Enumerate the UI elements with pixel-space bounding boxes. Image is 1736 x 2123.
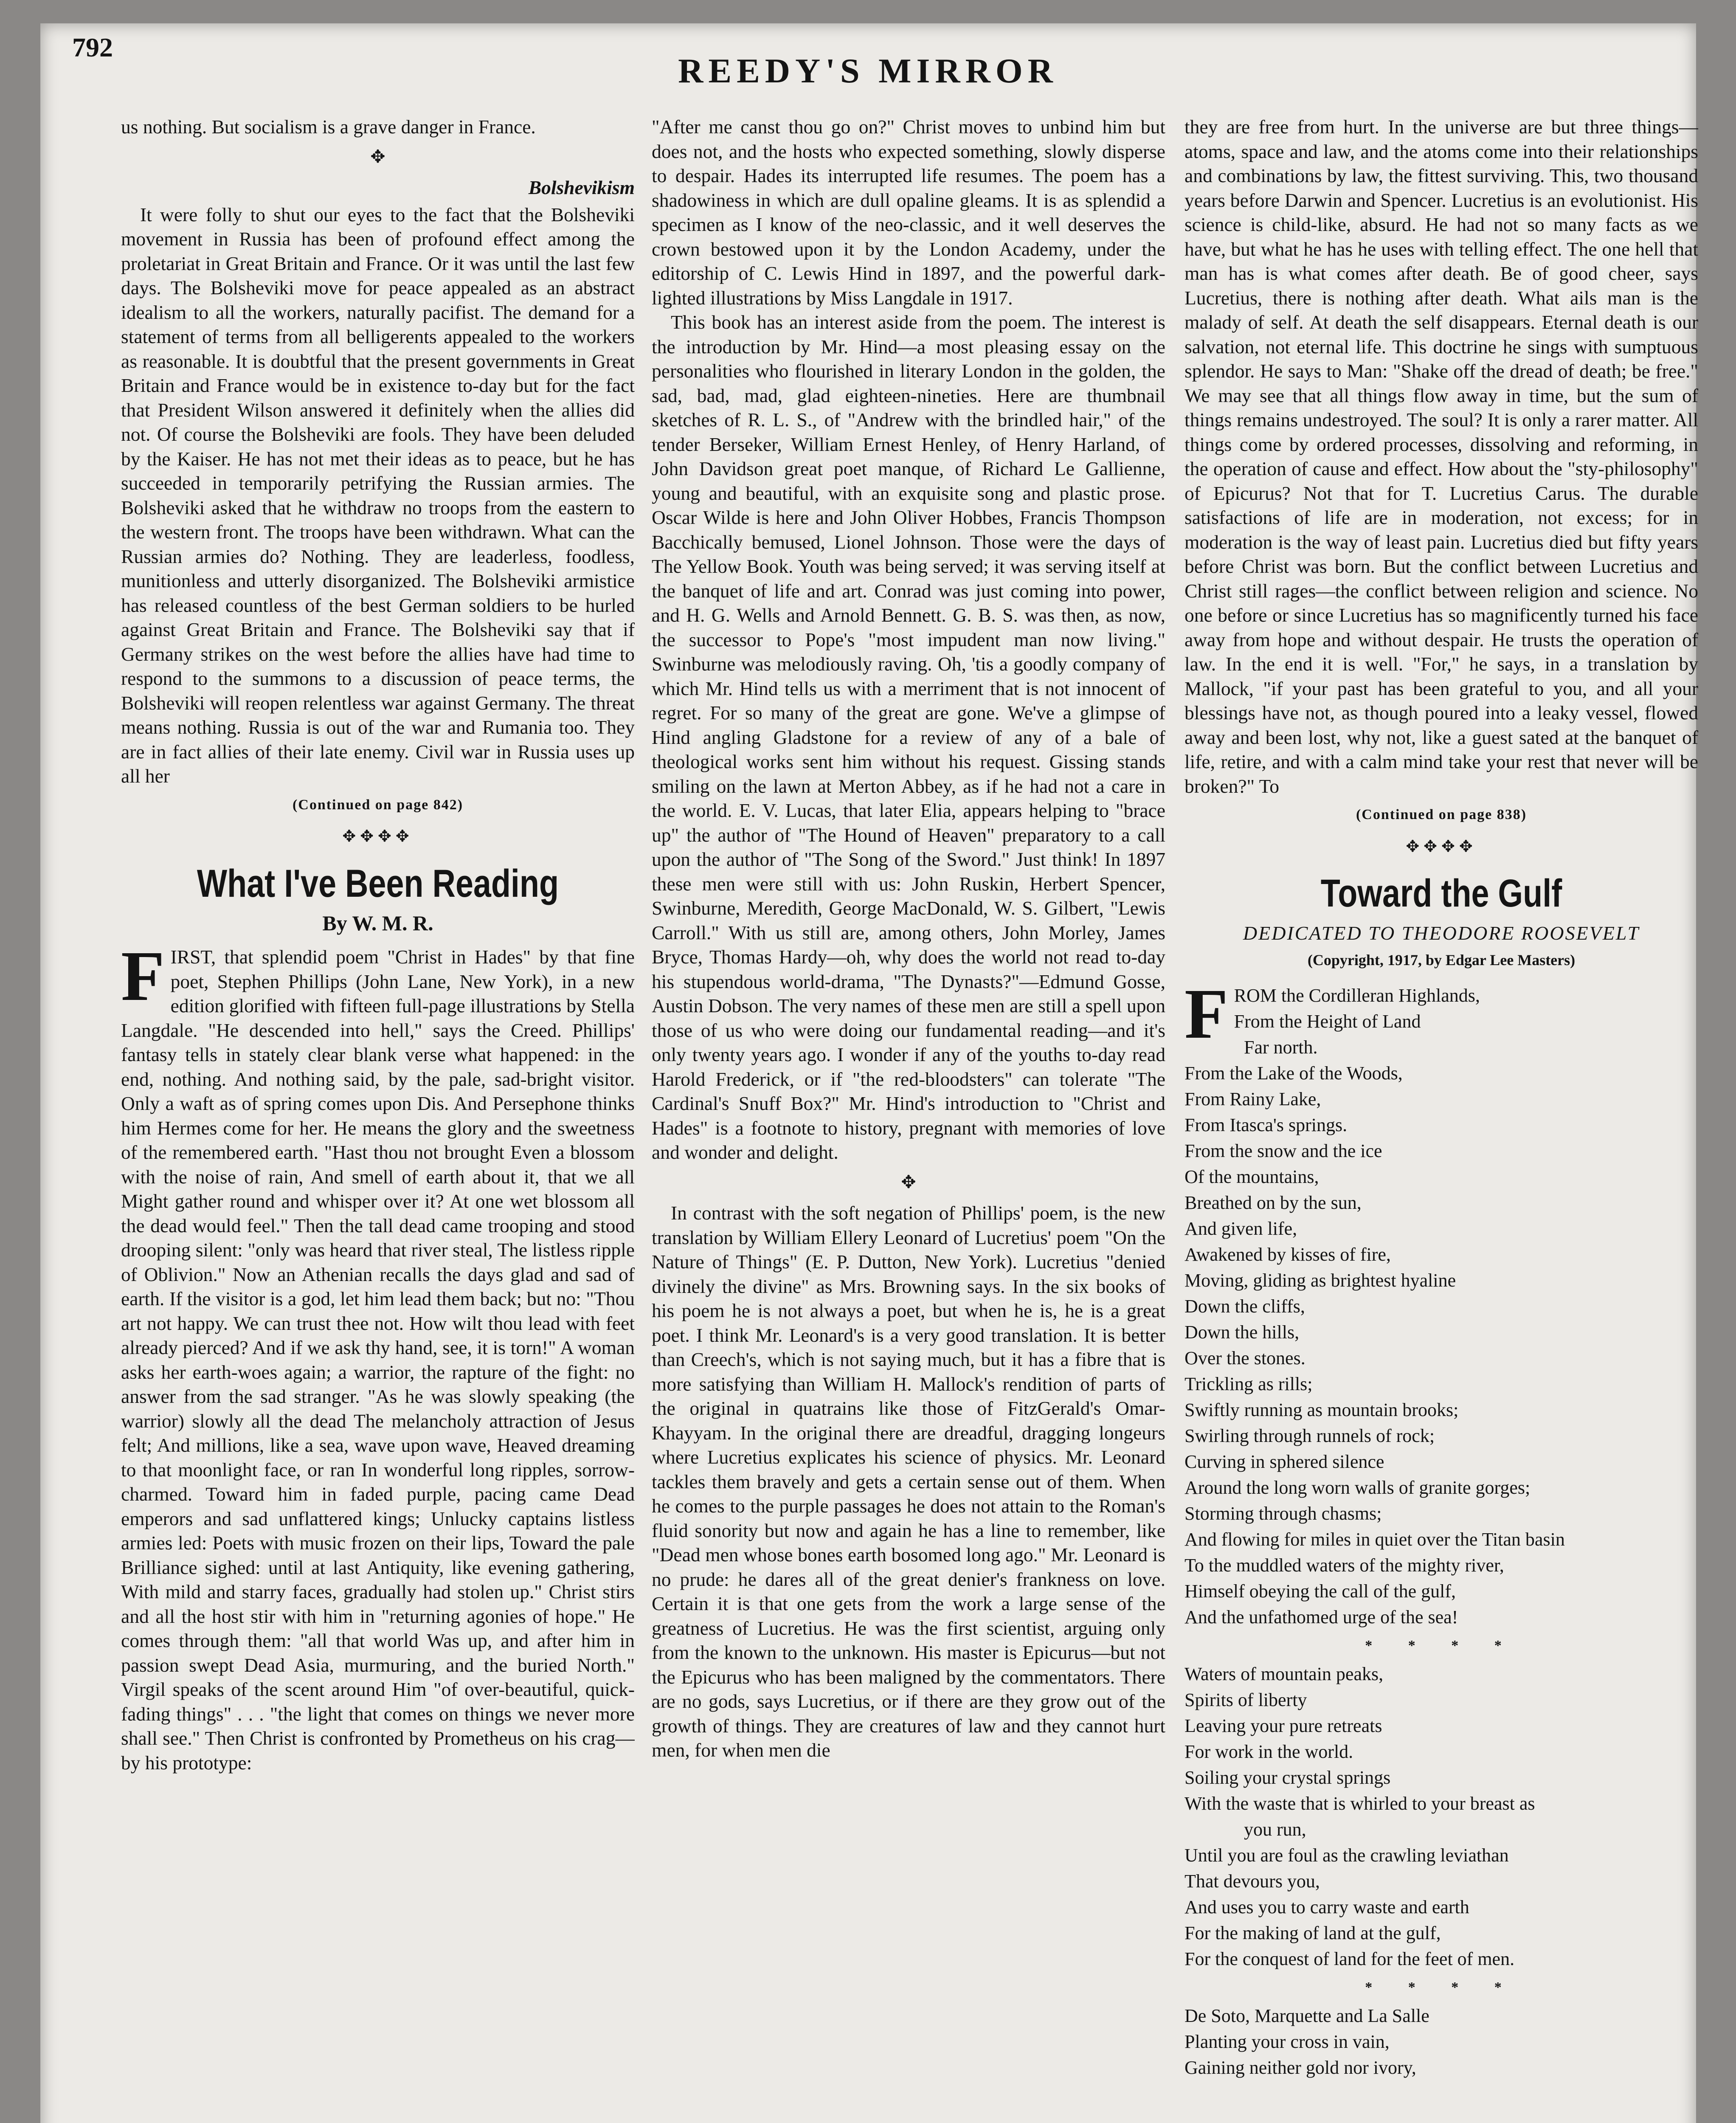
- page-number: 792: [72, 32, 113, 62]
- poem-body: [1185, 974, 1698, 2081]
- poem-line: Gaining neither gold nor ivory,: [1185, 2057, 1416, 2078]
- poem-line: Trickling as rills;: [1185, 1374, 1313, 1394]
- divider-ornament: ✥✥✥✥: [342, 828, 414, 845]
- poem-stanza-1: [1185, 974, 1698, 1630]
- poem-copyright: (Copyright, 1917, by Edgar Lee Masters): [1307, 951, 1576, 969]
- poem-line: For work in the world.: [1185, 1741, 1353, 1762]
- poem-line: From the snow and the ice: [1185, 1140, 1382, 1161]
- poem-line: Storming through chasms;: [1185, 1503, 1382, 1524]
- article-paragraph-4: they are free from hurt. In the universe are but three things—atoms, space and law, and the atoms come into their relationships and combinations by law, the fittest surviving. This, two thousand years before Darwin and Spencer. Lucretius is an evolutionist. His science is child-like, absurd. He had not so many facts as we have, but what he has he uses with telling effect. The one hell that man has is what comes after death. Be of good cheer, says Lucretius, there is nothing after death. What ails man is the malady of self. At death the self disappears. Eternal death is our salvation, not eternal life. This doctrine he sings with sumptuous splendor. He says to Man: "Shake off the dread of death; be free." We may see that all things flow away in time, but the sum of things remains undestroyed. The soul? It is only a rarer matter. All things come by ordered processes, dissolving and reforming, in the operation of cause and effect. How about the "sty-philosophy" of Epicurus? Not that for T. Lucretius Carus. The durable satisfactions of life are in moderation, not excess; for in moderation is the way of least pain. Lucretius died but fifty years before Christ was born. But the conflict between Lucretius and Christ still rages—the conflict between religion and science. No one before or since Lucretius has so magnificently turned his face away from hope and without despair. He trusts the operation of law. In the end it is well. "For," he says, in a translation by Mallock, "if your past has been grateful to you, and all your blessings have not, as though poured into a leaky vessel, flowed away and been lost, why not, like a guest sated at the banquet of life, retire, and with a calm mind take your rest that never will be broken?" To: [1185, 116, 1698, 797]
- article-paragraph-2: This book has an interest aside from the poem. The interest is the introduction by Mr. Hind—a most pleasing essay on the personalities who flourished in literary London in the golden, the sad, bad, mad, glad eighteen-nineties. Here are thumbnail sketches of R. L. S., of "Andrew with the brindled hair," of the tender Berseker, William Ernest Henley, of Henry Harland, of John Davidson great poet manque, of Richard Le Gallienne, young and beautiful, with an exquisite song and plastic prose. Oscar Wilde is here and John Oliver Hobbes, Francis Thompson Bacchically bemused, Lionel Johnson. Those were the days of The Yellow Book. Youth was being served; it was serving itself at the banquet of life and art. Conrad was just coming into power, and H. G. Wells and Arnold Bennett. G. B. S. was then, as now, the successor to Pope's "most impudent man now living." Swinburne was melodiously raving. Oh, 'tis a goodly company of which Mr. Hind tells us with a merriment that is not innocent of regret. For so many of the great are gone. We've a glimpse of Hind angling Gladstone for a review of any of a bale of theological works sent him without his request. Gissing stands smiling on the lawn at Merton Abbey, as if he had not a care in the world. E. V. Lucas, that later Elia, appears helping to "brace up" the author of "The Hound of Heaven" preparatory to a call upon the author of "The Song of the Sword." Just think! In 1897 these men were still with us: John Ruskin, Herbert Spencer, Swinburne, Meredith, George MacDonald, W. S. Gilbert, "Lewis Carroll." With us still are, among others, John Morley, James Bryce, Thomas Hardy—oh, why does the world not read to-day his stupendous world-drama, "The Dynasts?"—Edmund Gosse, Austin Dobson. The very names of these men are still a spell upon those of us who were doing our fundamental reading—and it's only twenty years ago. I wonder if any of the youths to-day read Harold Frederick, or if "the red-bloodsters" can tolerate "The Cardinal's Snuff Box?" Mr. Hind's introduction to "Christ and Hades" is a footnote to history, pregnant with memories of love and wonder and delight.: [652, 311, 1165, 1163]
- poem-stanza-2: [1185, 1661, 1698, 1972]
- poem-line: For the making of land at the gulf,: [1185, 1923, 1441, 1943]
- column-2: [652, 115, 1165, 2123]
- poem-line: Awakened by kisses of fire,: [1185, 1244, 1391, 1265]
- poem-line: Soiling your crystal springs: [1185, 1767, 1391, 1788]
- section-ornament: ✥: [370, 147, 385, 167]
- poem-line: you run,: [1244, 1819, 1306, 1840]
- drop-cap: F: [1185, 974, 1228, 1053]
- poem-line: From the Lake of the Woods,: [1185, 1063, 1403, 1084]
- poem-line: Down the cliffs,: [1185, 1296, 1305, 1317]
- poem-line: And uses you to carry waste and earth: [1185, 1897, 1469, 1917]
- poem-line: And given life,: [1185, 1218, 1297, 1239]
- continued-note: (Continued on page 842): [292, 797, 464, 813]
- poem-line: To the muddled waters of the mighty river,: [1185, 1555, 1504, 1576]
- poem-line: Spirits of liberty: [1185, 1689, 1307, 1710]
- drop-cap: F: [121, 937, 165, 1016]
- poem-title: Toward the Gulf: [1320, 872, 1562, 915]
- poem-line: Moving, gliding as brightest hyaline: [1185, 1270, 1456, 1291]
- section-subhead: Bolshevikism: [528, 177, 635, 198]
- section-ornament: ✥: [901, 1172, 916, 1192]
- article-byline: By W. M. R.: [322, 911, 433, 935]
- poem-line: Over the stones.: [1185, 1348, 1306, 1368]
- stanza-break: * * * *: [1365, 1638, 1518, 1653]
- poem-line: Far north.: [1244, 1037, 1318, 1058]
- bolshevikism-paragraph: It were folly to shut our eyes to the fact that the Bolsheviki movement in Russia has been of profound effect among the proletariat in Great Britain and France. Or it was until the last few days. The Bolsheviki move for peace appealed as an abstract idealism to all the workers, naturally pacifist. The demand for a statement of terms from all belligerents appealed to the workers as reasonable. It is doubtful that the present governments in Great Britain and France would be in existence to-day but for the fact that President Wilson answered it definitely when the allies did not. Of course the Bolsheviki are fools. They have been deluded by the Kaiser. He has not met their ideas as to peace, but he has succeeded in temporarily petrifying the Russian armies. The Bolsheviki asked that he withdraw no troops from the eastern to the western front. The troops have been withdrawn. What can the Russian armies do? Nothing. They are leaderless, foodless, munitionless and utterly disorganized. The Bolsheviki armistice has released countless of the best German soldiers to be hurled against Great Britain and France. The Bolsheviki say that if Germany strikes on the west before the allies have had time to respond to the summons to a discussion of peace terms, the Bolsheviki will reopen relentless war against Germany. The threat means nothing. Russia is out of the war and Rumania too. They are in fact allies of their late enemy. Civil war in Russia uses up all her: [121, 203, 635, 787]
- poem-stanza-3: [1185, 2003, 1698, 2081]
- intro-paragraph: us nothing. But socialism is a grave danger in France.: [121, 116, 536, 138]
- poem-line: Of the mountains,: [1185, 1166, 1319, 1187]
- column-3: [1185, 115, 1698, 2123]
- poem-dedication: DEDICATED TO THEODORE ROOSEVELT: [1243, 922, 1640, 944]
- poem-line: And the unfathomed urge of the sea!: [1185, 1607, 1458, 1627]
- poem-line: Breathed on by the sun,: [1185, 1192, 1362, 1213]
- masthead: REEDY'S MIRROR: [678, 51, 1058, 90]
- poem-line: That devours you,: [1185, 1871, 1320, 1892]
- poem-line: Until you are foul as the crawling leviathan: [1185, 1845, 1509, 1866]
- column-1: [121, 115, 635, 2123]
- poem-line: ROM the Cordilleran Highlands,: [1234, 985, 1480, 1006]
- poem-line: For the conquest of land for the feet of men.: [1185, 1948, 1515, 1969]
- continued-note: (Continued on page 838): [1356, 807, 1527, 822]
- article-paragraph-3: In contrast with the soft negation of Phillips' poem, is the new translation by William Ellery Leonard of Lucretius' poem "On the Nature of Things" (E. P. Dutton, New York). Lucretius "denied divinely the divine" as Mrs. Browning says. In the six books of his poem he is not always a poet, but when he is, he is a great poet. I think Mr. Leonard's is a very good translation. It is better than Creech's, which is not saying much, but it has a fibre that is more satisfying than William H. Mallock's rendition of parts of the original in quatrains like those of FitzGerald's Omar-Khayyam. In the original there are dreadful, dragging longeurs where Lucretius explicates his science of physics. Mr. Leonard tackles them bravely and gets a certain sense out of them. When he comes to the purple passages he does not attain to the Roman's fluid sonority but now and again he has a line to remember, like "Dead men whose bones earth bosomed long ago." Mr. Leonard is no prude: he dares all of the great denier's frankness on love. Certain it is that one gets from the work a large sense of the greatness of Lucretius. He was the first scientist, arguing only from the known to the unknown. His master is Epicurus—but not the Epicurus who has been maligned by the commentators. There are no gods, says Lucretius, or if there are they grow out of the growth of things. They are creatures of law and they cannot hurt men, for when men die: [652, 1202, 1165, 1761]
- poem-line: Planting your cross in vain,: [1185, 2031, 1390, 2052]
- poem-line: With the waste that is whirled to your breast as: [1185, 1793, 1535, 1814]
- stanza-break: * * * *: [1365, 1979, 1518, 1995]
- divider-ornament: ✥✥✥✥: [1406, 837, 1477, 856]
- poem-line: Leaving your pure retreats: [1185, 1715, 1382, 1736]
- poem-line: Curving in sphered silence: [1185, 1451, 1384, 1472]
- poem-line: From Rainy Lake,: [1185, 1089, 1321, 1109]
- article-paragraph-1: "After me canst thou go on?" Christ moves to unbind him but does not, and the hosts who expected something, slowly disperse to despair. Hades its interrupted life resumes. The poem has a shadowiness in which are dull opaline gleams. It is as splendid a specimen as I know of the neo-classic, and it well deserves the crown bestowed upon it by the London Academy, under the editorship of C. Lewis Hind in 1897, and the powerful dark-lighted illustrations by Miss Langdale in 1917.: [652, 116, 1165, 309]
- poem-line: Waters of mountain peaks,: [1185, 1664, 1384, 1684]
- article-title: What I've Been Reading: [197, 862, 559, 905]
- poem-line: Down the hills,: [1185, 1322, 1300, 1343]
- article-lead-paragraph: IRST, that splendid poem "Christ in Hades" by that fine poet, Stephen Phillips (John Lane, New York), in a new edition glorified with fifteen full-page illustrations by Stella Langdale. "He descended into hell," says the Creed. Phillips' fantasy tells in stately clear blank verse what happened: in the end, nothing. And nothing said, by the pale, sad-bright visitor. Only a waft as of spring comes upon Dis. And Persephone thinks him Hermes come for her. He means the glory and the sweetness of the remembered earth. "Hast thou not brought Even a blossom with the noise of rain, And smell of earth about it, that we all Might gather round and whisper over it? At one wet blossom all the dead would feel." Then the tall dead came trooping and stood drooping silent: "only was heard that river steal, The listless ripple of Oblivion." Now an Athenian recalls the days glad and sad of earth. If the visitor is a god, let him lead them back; but no: "Thou art not happy. We can trust thee not. How wilt thou lead with feet already pierced? And if we ask thy hand, see, it is torn!" A woman asks her earth-woes again; a warrior, the rapture of the fight: no answer from the sad stranger. "As he was slowly speaking (the warrior) slowly all the dead The melancholy attraction of Jesus felt; And millions, like a sea, wave upon wave, Heaved dreaming to that moonlight face, or ran In wonderful long ripples, sorrow-charmed. Toward him in faded purple, pacing came Dead emperors and sad unflattered kings; Unlucky captains listless armies led: Poets with music frozen on their lips, Toward the pale Brilliance sighed: until at last Antiquity, like evening gathering, With mild and starry faces, gradually had stolen up." Christ stirs and all the host stir with him in "returning agonies of hope." He comes through them: "all that world Was up, and after him in passion swept Dead Asia, murmuring, and the buried North." Virgil speaks of the scent around Him "of over-beautiful, quick-fading things" . . . "the light that comes on things we never more shall see." Then Christ is confronted by Prometheus on his crag—by his prototype:: [121, 946, 635, 1774]
- poem-line: De Soto, Marquette and La Salle: [1185, 2005, 1429, 2026]
- poem-line: From Itasca's springs.: [1185, 1115, 1348, 1135]
- poem-line: From the Height of Land: [1234, 1011, 1421, 1032]
- poem-line: Swiftly running as mountain brooks;: [1185, 1399, 1459, 1420]
- poem-line: Himself obeying the call of the gulf,: [1185, 1581, 1456, 1602]
- poem-line: And flowing for miles in quiet over the Titan basin: [1185, 1529, 1565, 1550]
- poem-line: Swirling through runnels of rock;: [1185, 1425, 1435, 1446]
- poem-line: Around the long worn walls of granite gorges;: [1185, 1477, 1531, 1498]
